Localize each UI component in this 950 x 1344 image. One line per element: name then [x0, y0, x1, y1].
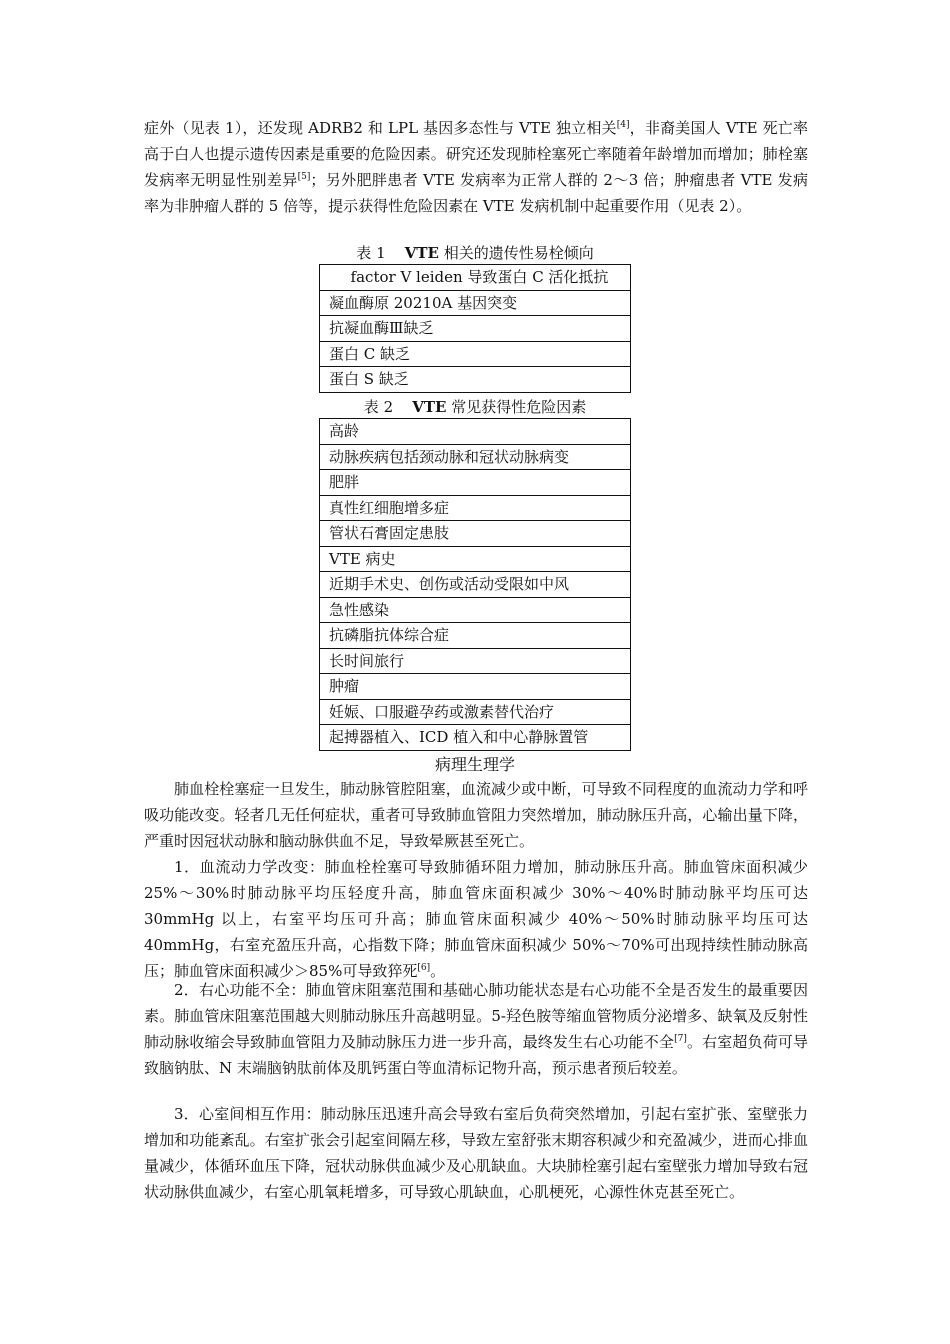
citation-ref-7[interactable]: [7] [674, 1034, 687, 1044]
hemodynamics-end: 。 [430, 962, 446, 980]
table1-cell: 凝血酶原 20210A 基因突变 [320, 290, 631, 316]
table-row [320, 290, 631, 316]
intro-text-3: ；另外肥胖患者 VTE 发病率为正常人群的 2～3 倍；肿瘤患者 VTE 发病率为非肿瘤人群的 5 倍等，提示获得性危险因素在 VTE 发病机制中起重要作用（见表 2）。 [144, 171, 808, 215]
table1-caption [0, 243, 950, 263]
table-row [320, 623, 631, 649]
hemodynamics-text: 1．血流动力学改变：肺血栓栓塞可导致肺循环阻力增加，肺动脉压升高。肺血管床面积减少 25%～30%时肺动脉平均压轻度升高，肺血管床面积减少 30%～40%时肺动脉平均压可达 30mmHg 以上，右室平均压可升高；肺血管床面积减少 40%～50%时肺动脉平均压可达 40mmHg，右室充盈压升高，心指数下降；肺血管床面积减少 50%～70%可出现持续性肺动脉高压；肺血管床面积减少＞85%可导致猝死 [144, 858, 808, 980]
table-row [320, 648, 631, 674]
table2-cell: 肿瘤 [320, 674, 631, 700]
citation-ref-4[interactable]: [4] [616, 120, 630, 130]
table2-title-bold: VTE [412, 398, 447, 416]
intro-paragraph [144, 115, 808, 219]
table2-cell: 近期手术史、创伤或活动受限如中风 [320, 572, 631, 598]
table2-cell: 长时间旅行 [320, 648, 631, 674]
table1-hereditary-thrombophilia [319, 264, 631, 393]
table-row [320, 546, 631, 572]
table-row [320, 725, 631, 751]
citation-ref-6[interactable]: [6] [417, 963, 431, 973]
table2-acquired-risk-factors [319, 418, 631, 751]
table2-cell: VTE 病史 [320, 546, 631, 572]
table-row [320, 341, 631, 367]
table2-caption [0, 397, 950, 417]
table2-cell: 起搏器植入、ICD 植入和中心静脉置管 [320, 725, 631, 751]
table-row [320, 316, 631, 342]
table2-label: 表 2 [363, 398, 394, 416]
table2-cell: 肥胖 [320, 470, 631, 496]
citation-ref-5[interactable]: [5] [297, 172, 311, 182]
intro-text-2: ，非裔美国人 VTE 死亡率高于白人也提示遗传因素是重要的危险因素。研究还发现肺栓塞死亡率随着年龄增加而增加；肺栓塞发病率无明显性别差异 [144, 119, 808, 189]
table-row [320, 572, 631, 598]
table2-cell: 抗磷脂抗体综合症 [320, 623, 631, 649]
table1-cell: 蛋白 C 缺乏 [320, 341, 631, 367]
section-heading: 病理生理学 [434, 755, 515, 774]
hemodynamics-paragraph [144, 854, 808, 984]
intro-text-1: 症外（见表 1），还发现 ADRB2 和 LPL 基因多态性与 VTE 独立相关 [144, 119, 617, 137]
table-row [320, 597, 631, 623]
right-heart-text: 2．右心功能不全：肺血管床阻塞范围和基础心肺功能状态是右心功能不全是否发生的最重要因素。肺血管床阻塞范围越大则肺动脉压升高越明显。5-羟色胺等缩血管物质分泌增多、缺氧及反射性肺动脉收缩会导致肺血管阻力及肺动脉压力进一步升高，最终发生右心功能不全 [144, 981, 808, 1051]
table1-cell: 抗凝血酶Ⅲ缺乏 [320, 316, 631, 342]
table2-cell: 动脉疾病包括颈动脉和冠状动脉病变 [320, 444, 631, 470]
table-row [320, 367, 631, 393]
table1-cell: 蛋白 S 缺乏 [320, 367, 631, 393]
pathophysiology-paragraph-1: 肺血栓栓塞症一旦发生，肺动脉管腔阻塞，血流减少或中断，可导致不同程度的血流动力学和呼吸功能改变。轻者几无任何症状，重者可导致肺血管阻力突然增加，肺动脉压升高，心输出量下降，严重时因冠状动脉和脑动脉供血不足，导致晕厥甚至死亡。 [144, 780, 808, 850]
table2-cell: 急性感染 [320, 597, 631, 623]
table-row [320, 495, 631, 521]
table2-cell: 真性红细胞增多症 [320, 495, 631, 521]
table2-cell: 管状石膏固定患肢 [320, 521, 631, 547]
table-row [320, 521, 631, 547]
table2-title-rest: 常见获得性危险因素 [446, 398, 587, 416]
table-row [320, 470, 631, 496]
table-row [320, 699, 631, 725]
ventricular-interaction-paragraph: 3．心室间相互作用：肺动脉压迅速升高会导致右室后负荷突然增加，引起右室扩张、室壁张力增加和功能紊乱。右室扩张会引起室间隔左移，导致左室舒张末期容积减少和充盈减少，进而心排血量减少，体循环血压下降，冠状动脉供血减少及心肌缺血。大块肺栓塞引起右室壁张力增加导致右冠状动脉供血减少，右室心肌氧耗增多，可导致心肌缺血，心肌梗死，心源性休克甚至死亡。 [144, 1105, 808, 1201]
table-row [320, 444, 631, 470]
table1-title-bold: VTE [404, 244, 439, 262]
table2-cell: 妊娠、口服避孕药或激素替代治疗 [320, 699, 631, 725]
table1-cell: factor V leiden 导致蛋白 C 活化抵抗 [320, 265, 631, 291]
table-row [320, 419, 631, 445]
table-row [320, 674, 631, 700]
right-heart-paragraph [144, 977, 808, 1081]
right-heart-end: 。右室超负荷可导致脑钠肽、N 末端脑钠肽前体及肌钙蛋白等血清标记物升高，预示患者预后较差。 [144, 1033, 808, 1077]
table-row [320, 265, 631, 291]
table1-label: 表 1 [356, 244, 386, 262]
table2-cell: 高龄 [320, 419, 631, 445]
table1-title-rest: 相关的遗传性易栓倾向 [438, 244, 594, 262]
